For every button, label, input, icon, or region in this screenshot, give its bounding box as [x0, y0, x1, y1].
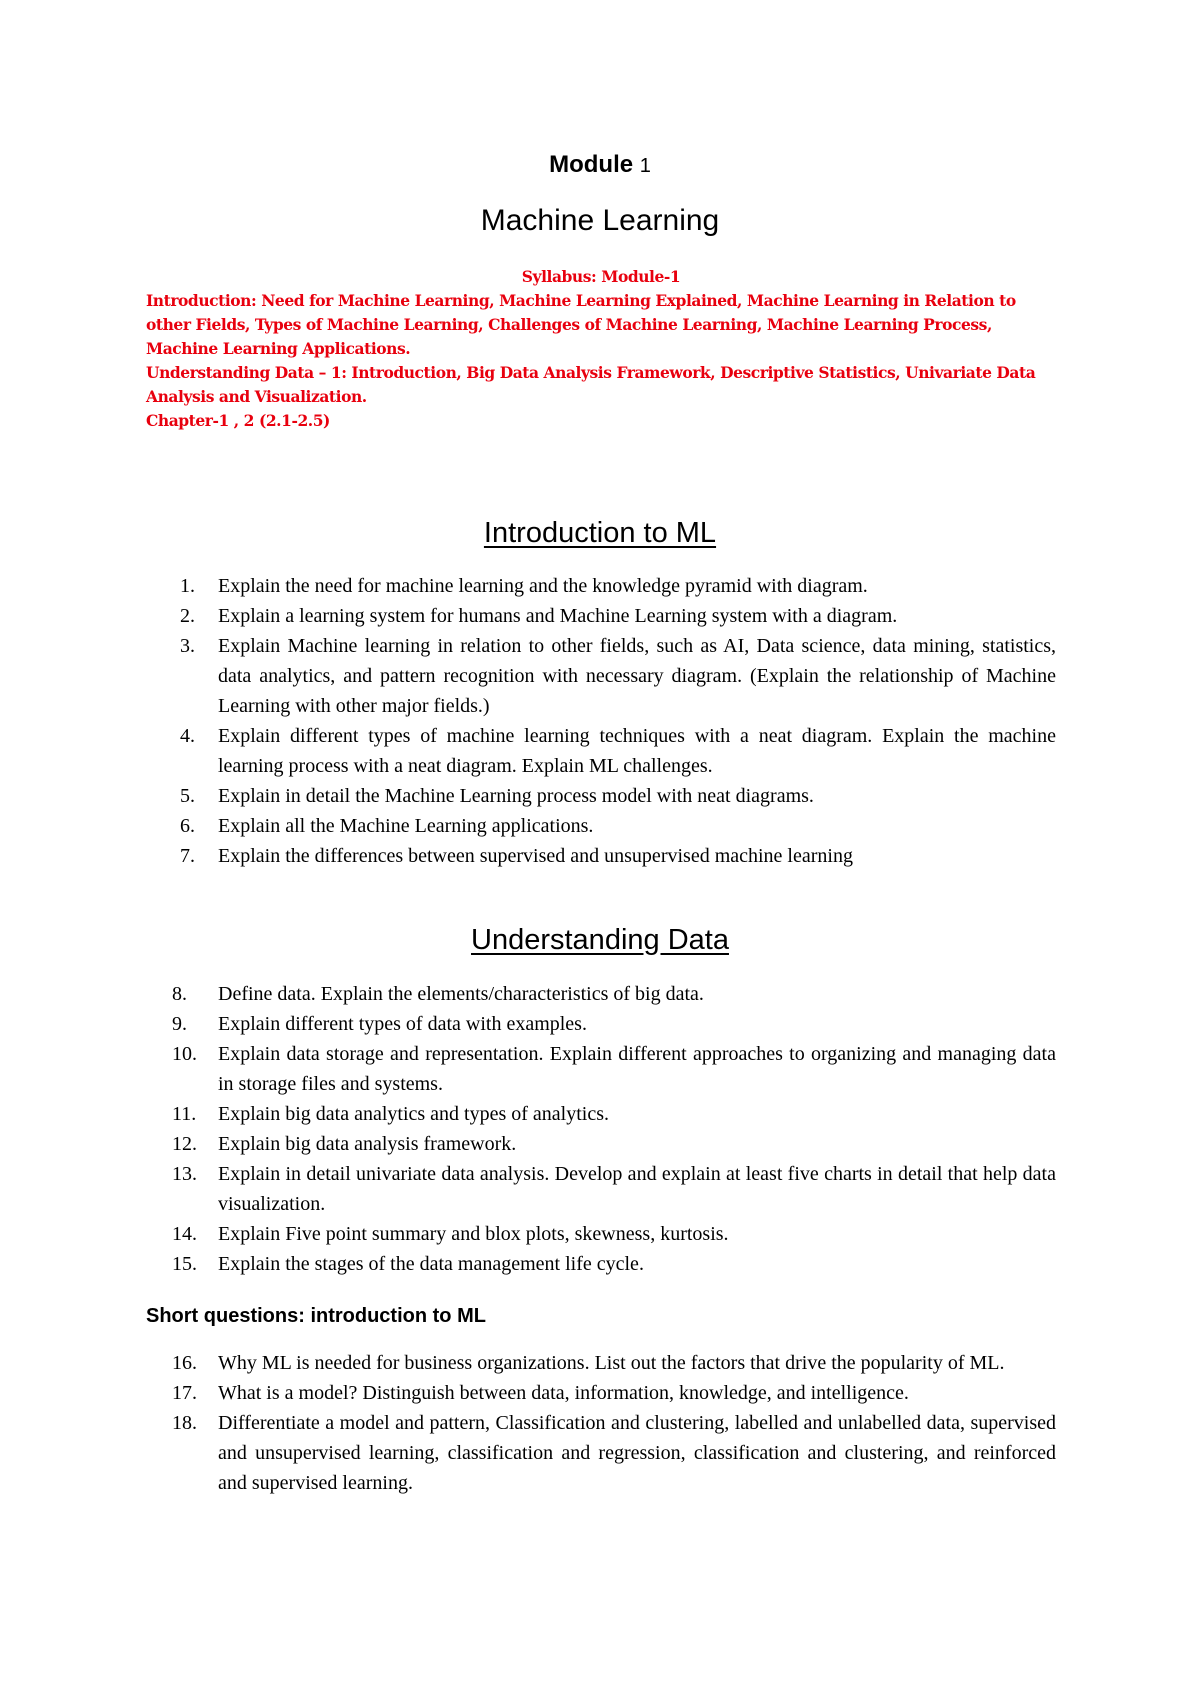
question-text: Explain big data analysis framework.: [218, 1133, 517, 1155]
question-text: Explain the stages of the data management life cycle.: [218, 1253, 644, 1275]
syllabus-chapters: Chapter-1 , 2 (2.1-2.5): [146, 411, 330, 430]
question-number: 2.: [180, 605, 195, 627]
question-item: [146, 1348, 1056, 1378]
data-question-list: [146, 979, 1056, 1279]
question-text: Explain the differences between supervised and unsupervised machine learning: [218, 845, 853, 867]
question-item: [146, 721, 1056, 781]
question-text: What is a model? Distinguish between data, information, knowledge, and intelligence.: [218, 1382, 909, 1404]
short-questions-heading: Short questions: introduction to ML: [146, 1305, 486, 1327]
question-item: [146, 1129, 1056, 1159]
short-question-list: [146, 1348, 1056, 1498]
question-number: 3.: [180, 635, 195, 657]
question-item: [146, 1039, 1056, 1099]
question-text: Explain the need for machine learning and the knowledge pyramid with diagram.: [218, 575, 868, 597]
question-number: 15.: [172, 1253, 197, 1275]
question-number: 13.: [172, 1163, 197, 1185]
question-text: Explain different types of machine learning techniques with a neat diagram. Explain the machine learning process with a neat diagram. Explain ML challenges.: [218, 725, 1056, 777]
question-item: [146, 811, 1056, 841]
question-item: [146, 631, 1056, 721]
question-item: [146, 1159, 1056, 1219]
intro-section-heading: Introduction to ML: [483, 517, 717, 549]
question-number: 5.: [180, 785, 195, 807]
data-section-heading: Understanding Data: [471, 924, 729, 956]
question-number: 17.: [172, 1382, 197, 1404]
question-item: [146, 841, 1056, 871]
page-title: Machine Learning: [480, 204, 720, 237]
question-item: [146, 979, 1056, 1009]
question-number: 12.: [172, 1133, 197, 1155]
question-number: 1.: [180, 575, 195, 597]
question-text: Explain Machine learning in relation to other fields, such as AI, Data science, data mining, statistics, data analytics, and pattern recognition with necessary diagram. (Explain the relationship of Machine Learning with other major fields.): [218, 635, 1056, 717]
question-text: Define data. Explain the elements/characteristics of big data.: [218, 983, 704, 1005]
question-text: Differentiate a model and pattern, Classification and clustering, labelled and unlabelled data, supervised and unsupervised learning, classification and regression, classification and clustering, and reinforced and supervised learning.: [218, 1412, 1056, 1494]
intro-question-list: [146, 571, 1056, 871]
question-number: 16.: [172, 1352, 197, 1374]
question-item: [146, 1408, 1056, 1498]
module-title: [0, 150, 1200, 181]
question-item: [146, 571, 1056, 601]
question-number: 14.: [172, 1223, 197, 1245]
question-text: Explain different types of data with examples.: [218, 1013, 587, 1035]
question-number: 10.: [172, 1043, 197, 1065]
question-text: Why ML is needed for business organizations. List out the factors that drive the popularity of ML.: [218, 1352, 1005, 1374]
question-item: [146, 781, 1056, 811]
question-number: 4.: [180, 725, 195, 747]
question-number: 18.: [172, 1412, 197, 1434]
question-text: Explain a learning system for humans and Machine Learning system with a diagram.: [218, 605, 898, 627]
syllabus-introduction: Introduction: Need for Machine Learning, Machine Learning Explained, Machine Learning in Relation to other Fields, Types of Machine Learning, Challenges of Machine Learning, Machine Learning Process, Machine Learning Applications.: [146, 291, 1016, 358]
module-number: 1: [639, 155, 651, 177]
syllabus-heading: Syllabus: Module-1: [521, 267, 681, 286]
syllabus-understanding-data: Understanding Data – 1: Introduction, Big Data Analysis Framework, Descriptive Statistics, Univariate Data Analysis and Visualization.: [146, 363, 1036, 406]
question-item: [146, 1249, 1056, 1279]
question-text: Explain in detail univariate data analysis. Develop and explain at least five charts in detail that help data visualization.: [218, 1163, 1056, 1215]
question-number: 9.: [172, 1013, 187, 1035]
question-number: 7.: [180, 845, 195, 867]
question-number: 8.: [172, 983, 187, 1005]
syllabus-block: [146, 265, 1056, 433]
question-text: Explain Five point summary and blox plots, skewness, kurtosis.: [218, 1223, 729, 1245]
module-label: Module: [549, 151, 634, 178]
question-text: Explain data storage and representation. Explain different approaches to organizing and managing data in storage files and systems.: [218, 1043, 1056, 1095]
question-item: [146, 1099, 1056, 1129]
question-item: [146, 601, 1056, 631]
question-text: Explain in detail the Machine Learning process model with neat diagrams.: [218, 785, 814, 807]
question-item: [146, 1009, 1056, 1039]
question-number: 11.: [172, 1103, 197, 1125]
question-text: Explain all the Machine Learning applications.: [218, 815, 594, 837]
question-item: [146, 1219, 1056, 1249]
question-text: Explain big data analytics and types of analytics.: [218, 1103, 609, 1125]
question-item: [146, 1378, 1056, 1408]
question-number: 6.: [180, 815, 195, 837]
